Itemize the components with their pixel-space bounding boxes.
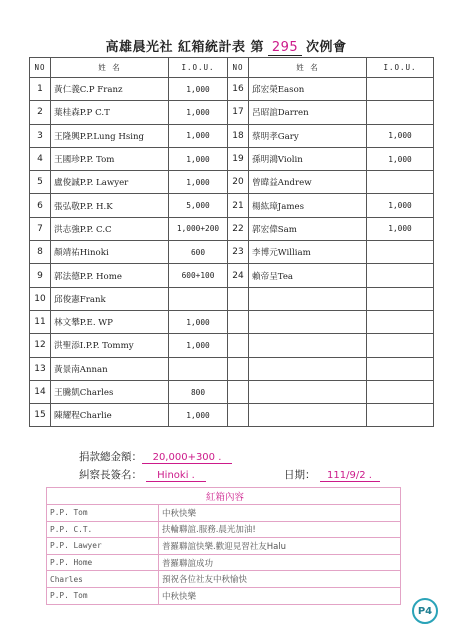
title-suffix: 次例會 (306, 40, 347, 55)
redbox-message: 扶輪聯誼.服務.晨光加油! (159, 521, 401, 538)
iou-amount: 800 (169, 380, 228, 403)
iou-amount (367, 334, 434, 357)
redbox-message: 中秋快樂 (159, 587, 401, 604)
member-name (249, 380, 367, 403)
title-prefix: 高雄晨光社 紅箱統計表 第 (105, 40, 265, 55)
iou-table (29, 57, 434, 427)
iou-amount (367, 241, 434, 264)
table-row (30, 357, 434, 380)
iou-amount (367, 101, 434, 124)
member-name: 黃仁義C.P Franz (51, 78, 169, 101)
row-number: 17 (228, 101, 249, 124)
member-name: 李博元William (249, 241, 367, 264)
col-header-name: 姓 名 (249, 58, 367, 78)
redbox-message: 中秋快樂 (159, 505, 401, 522)
member-name: 孫明鴻Violin (249, 147, 367, 170)
table-row (30, 404, 434, 427)
table-row (30, 380, 434, 403)
member-name: 盧俊誠P.P. Lawyer (51, 171, 169, 194)
member-name: 曾暐益Andrew (249, 171, 367, 194)
iou-amount: 1,000 (367, 194, 434, 217)
row-number: 1 (30, 78, 51, 101)
iou-amount: 1,000 (169, 404, 228, 427)
member-name: 賴帝呈Tea (249, 264, 367, 287)
iou-amount: 1,000 (367, 124, 434, 147)
table-row (30, 171, 434, 194)
date-field (284, 467, 380, 482)
redbox-from: P.P. Tom (47, 587, 159, 604)
row-number: 24 (228, 264, 249, 287)
member-name: 郭法德P.P. Home (51, 264, 169, 287)
row-number (228, 334, 249, 357)
row-number: 23 (228, 241, 249, 264)
iou-amount (367, 287, 434, 310)
member-name: 洪志強P.P. C.C (51, 217, 169, 240)
table-row (30, 194, 434, 217)
iou-amount (367, 310, 434, 333)
table-row (30, 241, 434, 264)
iou-amount (367, 357, 434, 380)
row-number: 22 (228, 217, 249, 240)
date-value: 111/9/2 . (320, 470, 380, 482)
member-name: 洪聖添I.P.P. Tommy (51, 334, 169, 357)
iou-amount (169, 287, 228, 310)
page-title (0, 36, 452, 56)
iou-amount: 600 (169, 241, 228, 264)
member-name: 王騰凱Charles (51, 380, 169, 403)
row-number: 9 (30, 264, 51, 287)
row-number: 11 (30, 310, 51, 333)
row-number: 12 (30, 334, 51, 357)
signer-line (79, 467, 399, 482)
member-name: 楊紘璋James (249, 194, 367, 217)
iou-amount: 1,000 (169, 334, 228, 357)
col-header-no: NO (30, 58, 51, 78)
row-number: 20 (228, 171, 249, 194)
redbox-header-row (47, 488, 401, 505)
member-name: 蔡明孝Gary (249, 124, 367, 147)
member-name: 王隆興P.P.Lung Hsing (51, 124, 169, 147)
row-number: 19 (228, 147, 249, 170)
redbox-row (47, 554, 401, 571)
redbox-row (47, 521, 401, 538)
redbox-row (47, 538, 401, 555)
member-name (249, 310, 367, 333)
table-row (30, 334, 434, 357)
row-number: 16 (228, 78, 249, 101)
redbox-from: P.P. C.T. (47, 521, 159, 538)
member-name: 王國珍P.P. Tom (51, 147, 169, 170)
donation-label: 捐款總金額： (79, 451, 142, 463)
iou-amount: 5,000 (169, 194, 228, 217)
row-number: 4 (30, 147, 51, 170)
table-row (30, 101, 434, 124)
row-number: 6 (30, 194, 51, 217)
donation-total (79, 449, 232, 464)
member-name: 郭宏偉Sam (249, 217, 367, 240)
table-row (30, 217, 434, 240)
member-name (249, 357, 367, 380)
row-number: 13 (30, 357, 51, 380)
redbox-row (47, 571, 401, 588)
redbox-message: 普羅聯誼快樂.歡迎見習社友Halu (159, 538, 401, 555)
iou-amount: 1,000 (169, 171, 228, 194)
iou-amount: 1,000 (169, 147, 228, 170)
row-number (228, 310, 249, 333)
iou-amount: 1,000 (169, 310, 228, 333)
col-header-iou: I.O.U. (367, 58, 434, 78)
member-name: 邱宏榮Eason (249, 78, 367, 101)
row-number: 3 (30, 124, 51, 147)
iou-amount: 1,000 (169, 101, 228, 124)
member-name: 顏靖祐Hinoki (51, 241, 169, 264)
iou-amount: 1,000 (169, 78, 228, 101)
member-name (249, 404, 367, 427)
col-header-no: NO (228, 58, 249, 78)
member-name: 葉桂森P.P C.T (51, 101, 169, 124)
page-number-badge: P4 (412, 598, 438, 624)
redbox-row (47, 505, 401, 522)
row-number: 15 (30, 404, 51, 427)
signer-value: Hinoki . (146, 470, 206, 482)
redbox-row (47, 587, 401, 604)
member-name: 陳耀程Charlie (51, 404, 169, 427)
redbox-from: P.P. Tom (47, 505, 159, 522)
row-number (228, 357, 249, 380)
row-number: 10 (30, 287, 51, 310)
redbox-from: P.P. Home (47, 554, 159, 571)
redbox-message: 預祝各位社友中秋愉快 (159, 571, 401, 588)
row-number: 14 (30, 380, 51, 403)
member-name: 張弘敬P.P. H.K (51, 194, 169, 217)
redbox-from: P.P. Lawyer (47, 538, 159, 555)
row-number: 5 (30, 171, 51, 194)
iou-amount: 1,000+200 (169, 217, 228, 240)
table-row (30, 124, 434, 147)
row-number: 8 (30, 241, 51, 264)
iou-amount (367, 171, 434, 194)
member-name: 黃景南Annan (51, 357, 169, 380)
iou-amount (367, 404, 434, 427)
iou-amount: 600+100 (169, 264, 228, 287)
member-name (249, 334, 367, 357)
row-number: 21 (228, 194, 249, 217)
iou-amount: 1,000 (367, 217, 434, 240)
member-name: 林文攀P.E. WP (51, 310, 169, 333)
table-header-row (30, 58, 434, 78)
iou-amount (367, 264, 434, 287)
member-name: 邱俊憲Frank (51, 287, 169, 310)
date-label: 日期： (284, 469, 316, 481)
table-body (30, 78, 434, 427)
col-header-iou: I.O.U. (169, 58, 228, 78)
iou-amount (169, 357, 228, 380)
signer-label: 糾察長簽名： (79, 469, 142, 481)
redbox-table (46, 487, 401, 605)
col-header-name: 姓 名 (51, 58, 169, 78)
iou-amount (367, 78, 434, 101)
row-number: 2 (30, 101, 51, 124)
table-row (30, 264, 434, 287)
member-name (249, 287, 367, 310)
iou-amount (367, 380, 434, 403)
table-row (30, 287, 434, 310)
member-name: 呂昭誼Darren (249, 101, 367, 124)
table-row (30, 147, 434, 170)
table-row (30, 78, 434, 101)
row-number (228, 404, 249, 427)
iou-amount: 1,000 (367, 147, 434, 170)
row-number: 7 (30, 217, 51, 240)
redbox-message: 普羅聯誼成功 (159, 554, 401, 571)
row-number: 18 (228, 124, 249, 147)
table-row (30, 310, 434, 333)
redbox-header: 紅箱內容 (47, 488, 401, 505)
row-number (228, 380, 249, 403)
donation-value: 20,000+300 . (142, 452, 232, 464)
redbox-from: Charles (47, 571, 159, 588)
iou-amount: 1,000 (169, 124, 228, 147)
meeting-number: 295 (268, 40, 302, 56)
row-number (228, 287, 249, 310)
